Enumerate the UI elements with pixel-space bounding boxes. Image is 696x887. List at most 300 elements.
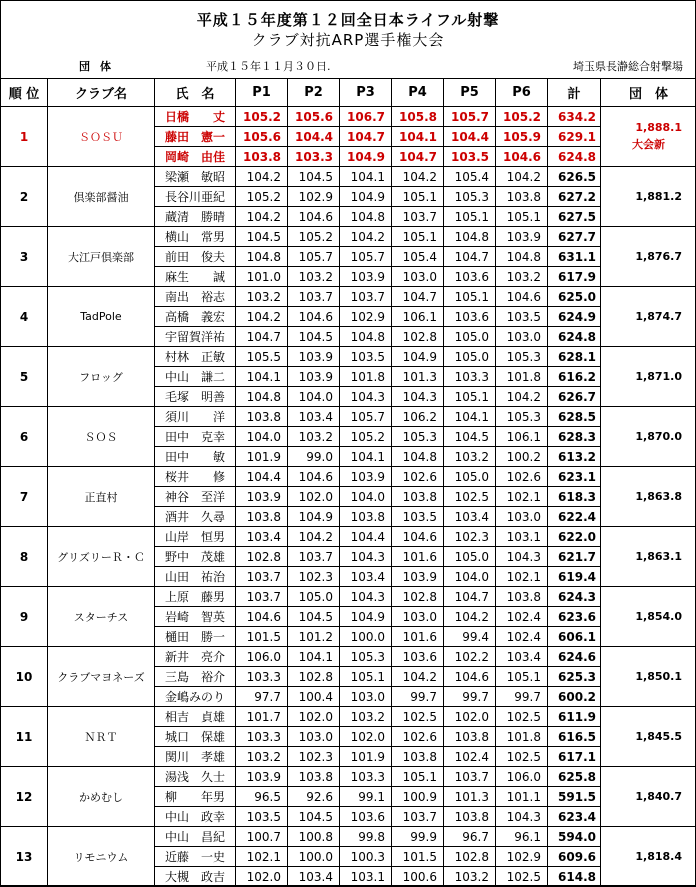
score-p1: 97.7 <box>236 687 288 707</box>
score-p6: 101.1 <box>496 787 548 807</box>
group-label: 団体 <box>79 57 121 77</box>
table-row <box>1 707 696 727</box>
score-p3: 105.7 <box>340 407 392 427</box>
score-p2: 104.5 <box>288 167 340 187</box>
score-p3: 104.1 <box>340 447 392 467</box>
shooter-total: 631.1 <box>548 247 601 267</box>
shooter-name: 前田 俊夫 <box>155 247 236 267</box>
header-p1: P1 <box>236 79 288 107</box>
score-p2: 105.6 <box>288 107 340 127</box>
page-title: 平成１５年度第１２回全日本ライフル射撃 <box>1 1 695 30</box>
table-row <box>1 827 696 847</box>
score-p6: 105.3 <box>496 347 548 367</box>
score-p3: 103.6 <box>340 807 392 827</box>
shooter-name: 上原 藤男 <box>155 587 236 607</box>
score-p2: 100.8 <box>288 827 340 847</box>
score-p5: 105.4 <box>444 167 496 187</box>
shooter-name: 城口 保雄 <box>155 727 236 747</box>
score-p4: 104.7 <box>392 287 444 307</box>
score-p5: 102.8 <box>444 847 496 867</box>
score-p4: 105.1 <box>392 227 444 247</box>
score-p3: 103.4 <box>340 567 392 587</box>
score-p1: 103.7 <box>236 567 288 587</box>
score-p3: 99.1 <box>340 787 392 807</box>
score-p1: 103.8 <box>236 507 288 527</box>
score-p6: 104.2 <box>496 387 548 407</box>
score-p6: 102.5 <box>496 707 548 727</box>
score-p4: 102.8 <box>392 587 444 607</box>
score-p2: 103.9 <box>288 367 340 387</box>
rank-cell: 10 <box>1 647 48 707</box>
score-p6: 105.2 <box>496 107 548 127</box>
score-p4: 105.8 <box>392 107 444 127</box>
table-row <box>1 287 696 307</box>
shooter-name: 麻生 誠 <box>155 267 236 287</box>
score-p2: 104.5 <box>288 807 340 827</box>
score-p5: 105.7 <box>444 107 496 127</box>
shooter-total: 628.1 <box>548 347 601 367</box>
score-p4: 104.7 <box>392 147 444 167</box>
score-p5: 102.0 <box>444 707 496 727</box>
table-row <box>1 407 696 427</box>
score-p6: 102.5 <box>496 867 548 887</box>
shooter-name: 蔵清 勝晴 <box>155 207 236 227</box>
score-p5: 103.6 <box>444 267 496 287</box>
score-p4: 104.6 <box>392 527 444 547</box>
score-p3: 104.3 <box>340 547 392 567</box>
shooter-name: 大槻 政吉 <box>155 867 236 887</box>
score-p1: 103.5 <box>236 807 288 827</box>
club-cell: グリズリーＲ・Ｃ <box>48 527 155 587</box>
team-total: 1,888.1 <box>635 121 682 134</box>
shooter-name: 高橋 義宏 <box>155 307 236 327</box>
score-p1: 105.6 <box>236 127 288 147</box>
score-p2: 105.7 <box>288 247 340 267</box>
team-total: 1,871.0 <box>635 370 682 383</box>
shooter-total: 613.2 <box>548 447 601 467</box>
rank-cell: 6 <box>1 407 48 467</box>
team-total: 1,845.5 <box>635 730 682 743</box>
score-p5: 104.4 <box>444 127 496 147</box>
score-p1: 101.9 <box>236 447 288 467</box>
team-total: 1,854.0 <box>635 610 682 623</box>
score-p5: 103.2 <box>444 867 496 887</box>
header-club: クラブ名 <box>48 79 155 107</box>
event-venue: 埼玉県長瀞総合射撃場 <box>573 57 683 77</box>
shooter-total: 625.0 <box>548 287 601 307</box>
score-p3: 104.8 <box>340 327 392 347</box>
score-p3: 103.1 <box>340 867 392 887</box>
score-p6: 104.3 <box>496 807 548 827</box>
score-p6: 102.4 <box>496 607 548 627</box>
score-p4: 102.6 <box>392 727 444 747</box>
team-total-cell <box>601 647 696 707</box>
shooter-total: 628.3 <box>548 427 601 447</box>
score-p6: 103.9 <box>496 227 548 247</box>
results-table <box>0 78 696 887</box>
table-row <box>1 587 696 607</box>
club-cell: 大江戸倶楽部 <box>48 227 155 287</box>
rank-cell: 4 <box>1 287 48 347</box>
score-p3: 104.3 <box>340 387 392 407</box>
score-p4: 105.3 <box>392 427 444 447</box>
score-p1: 105.2 <box>236 107 288 127</box>
club-cell: フロッグ <box>48 347 155 407</box>
score-p3: 103.8 <box>340 507 392 527</box>
shooter-name: 柳 年男 <box>155 787 236 807</box>
score-p3: 103.2 <box>340 707 392 727</box>
shooter-name: 岡崎 由佳 <box>155 147 236 167</box>
score-p3: 102.0 <box>340 727 392 747</box>
score-p1: 102.1 <box>236 847 288 867</box>
team-total-cell <box>601 587 696 647</box>
score-p5: 102.2 <box>444 647 496 667</box>
score-p5: 103.8 <box>444 727 496 747</box>
score-p4: 105.1 <box>392 187 444 207</box>
score-p3: 105.1 <box>340 667 392 687</box>
shooter-total: 627.7 <box>548 227 601 247</box>
club-cell: TadPole <box>48 287 155 347</box>
score-p3: 105.2 <box>340 427 392 447</box>
score-p2: 104.4 <box>288 127 340 147</box>
team-total-cell <box>601 347 696 407</box>
score-p5: 102.4 <box>444 747 496 767</box>
team-total-cell <box>601 107 696 167</box>
score-p2: 103.8 <box>288 767 340 787</box>
score-p1: 103.2 <box>236 747 288 767</box>
shooter-total: 617.1 <box>548 747 601 767</box>
score-p4: 103.7 <box>392 207 444 227</box>
score-p6: 102.1 <box>496 567 548 587</box>
shooter-name: 横山 常男 <box>155 227 236 247</box>
score-p4: 102.6 <box>392 467 444 487</box>
score-p1: 102.8 <box>236 547 288 567</box>
score-p6: 96.1 <box>496 827 548 847</box>
score-p3: 103.9 <box>340 467 392 487</box>
score-p3: 104.0 <box>340 487 392 507</box>
shooter-total: 606.1 <box>548 627 601 647</box>
score-p6: 105.1 <box>496 207 548 227</box>
shooter-total: 628.5 <box>548 407 601 427</box>
shooter-name: 湯浅 久士 <box>155 767 236 787</box>
table-row <box>1 107 696 127</box>
shooter-total: 611.9 <box>548 707 601 727</box>
score-p3: 103.7 <box>340 287 392 307</box>
score-p1: 104.2 <box>236 167 288 187</box>
header-rank: 順 位 <box>1 79 48 107</box>
score-p2: 103.2 <box>288 427 340 447</box>
score-p4: 103.0 <box>392 607 444 627</box>
shooter-total: 616.2 <box>548 367 601 387</box>
shooter-name: 関川 孝雄 <box>155 747 236 767</box>
score-p3: 101.8 <box>340 367 392 387</box>
shooter-name: 新井 亮介 <box>155 647 236 667</box>
score-p5: 105.3 <box>444 187 496 207</box>
score-p1: 105.5 <box>236 347 288 367</box>
shooter-name: 近藤 一史 <box>155 847 236 867</box>
score-p5: 104.7 <box>444 247 496 267</box>
score-p4: 101.5 <box>392 847 444 867</box>
shooter-total: 624.8 <box>548 147 601 167</box>
score-p6: 104.8 <box>496 247 548 267</box>
score-p3: 103.0 <box>340 687 392 707</box>
info-row <box>1 57 695 77</box>
score-p5: 104.7 <box>444 587 496 607</box>
score-p5: 105.0 <box>444 347 496 367</box>
score-p4: 100.9 <box>392 787 444 807</box>
score-p2: 104.9 <box>288 507 340 527</box>
score-p1: 104.2 <box>236 307 288 327</box>
score-p1: 104.0 <box>236 427 288 447</box>
score-p6: 102.6 <box>496 467 548 487</box>
score-p5: 105.0 <box>444 467 496 487</box>
score-p1: 103.8 <box>236 407 288 427</box>
score-p4: 105.1 <box>392 767 444 787</box>
score-p4: 99.9 <box>392 827 444 847</box>
score-p6: 104.6 <box>496 147 548 167</box>
score-p3: 104.7 <box>340 127 392 147</box>
team-total-cell <box>601 707 696 767</box>
score-p1: 103.9 <box>236 767 288 787</box>
score-p2: 104.5 <box>288 607 340 627</box>
score-p4: 105.4 <box>392 247 444 267</box>
club-cell: ＮＲＴ <box>48 707 155 767</box>
score-p4: 104.2 <box>392 167 444 187</box>
score-p4: 104.2 <box>392 667 444 687</box>
score-p1: 104.8 <box>236 387 288 407</box>
score-p3: 99.8 <box>340 827 392 847</box>
score-p2: 102.8 <box>288 667 340 687</box>
title-block <box>1 1 695 57</box>
score-p6: 104.2 <box>496 167 548 187</box>
team-total-cell <box>601 527 696 587</box>
club-cell: ＳＯＳ <box>48 407 155 467</box>
page-subtitle: クラブ対抗ARP選手権大会 <box>1 30 695 50</box>
score-p6: 103.5 <box>496 307 548 327</box>
shooter-name: 神谷 至洋 <box>155 487 236 507</box>
shooter-name: 須川 洋 <box>155 407 236 427</box>
shooter-name: 藤田 憲一 <box>155 127 236 147</box>
score-p5: 96.7 <box>444 827 496 847</box>
shooter-total: 622.4 <box>548 507 601 527</box>
score-p5: 103.2 <box>444 447 496 467</box>
score-p5: 103.8 <box>444 807 496 827</box>
shooter-total: 624.6 <box>548 647 601 667</box>
score-p5: 105.1 <box>444 287 496 307</box>
team-total-cell <box>601 467 696 527</box>
team-total-cell <box>601 407 696 467</box>
score-p5: 102.3 <box>444 527 496 547</box>
score-p1: 104.2 <box>236 207 288 227</box>
score-p4: 102.8 <box>392 327 444 347</box>
score-p4: 101.6 <box>392 627 444 647</box>
score-p4: 103.0 <box>392 267 444 287</box>
rank-cell: 2 <box>1 167 48 227</box>
score-p5: 101.3 <box>444 787 496 807</box>
score-p5: 104.6 <box>444 667 496 687</box>
shooter-total: 623.6 <box>548 607 601 627</box>
score-p4: 103.9 <box>392 567 444 587</box>
shooter-total: 624.8 <box>548 327 601 347</box>
event-date: 平成１５年１１月３０日. <box>206 57 331 77</box>
score-p5: 105.1 <box>444 207 496 227</box>
shooter-total: 614.8 <box>548 867 601 887</box>
score-p4: 106.1 <box>392 307 444 327</box>
score-p4: 101.6 <box>392 547 444 567</box>
score-p6: 106.0 <box>496 767 548 787</box>
score-p5: 104.0 <box>444 567 496 587</box>
shooter-total: 621.7 <box>548 547 601 567</box>
score-p5: 103.7 <box>444 767 496 787</box>
score-p2: 105.2 <box>288 227 340 247</box>
score-p6: 101.8 <box>496 367 548 387</box>
score-p1: 101.0 <box>236 267 288 287</box>
score-p6: 105.1 <box>496 667 548 687</box>
header-name: 氏 名 <box>155 79 236 107</box>
score-p2: 104.6 <box>288 307 340 327</box>
shooter-name: 桜井 修 <box>155 467 236 487</box>
score-p3: 103.3 <box>340 767 392 787</box>
score-p6: 102.5 <box>496 747 548 767</box>
score-p3: 105.3 <box>340 647 392 667</box>
score-p2: 102.0 <box>288 707 340 727</box>
score-p5: 103.6 <box>444 307 496 327</box>
score-p4: 103.5 <box>392 507 444 527</box>
score-p2: 104.0 <box>288 387 340 407</box>
shooter-name: 酒井 久尋 <box>155 507 236 527</box>
score-p2: 92.6 <box>288 787 340 807</box>
score-p1: 105.2 <box>236 187 288 207</box>
score-p6: 103.1 <box>496 527 548 547</box>
score-p4: 104.8 <box>392 447 444 467</box>
score-p2: 103.2 <box>288 267 340 287</box>
score-p4: 104.3 <box>392 387 444 407</box>
table-row <box>1 647 696 667</box>
club-cell: 倶楽部醤油 <box>48 167 155 227</box>
score-p6: 104.3 <box>496 547 548 567</box>
club-cell: ＳＯＳＵ <box>48 107 155 167</box>
score-p3: 104.3 <box>340 587 392 607</box>
score-p4: 103.7 <box>392 807 444 827</box>
score-p2: 100.4 <box>288 687 340 707</box>
rank-cell: 11 <box>1 707 48 767</box>
shooter-total: 627.5 <box>548 207 601 227</box>
score-p1: 103.9 <box>236 487 288 507</box>
shooter-name: 中山 政幸 <box>155 807 236 827</box>
score-p2: 103.7 <box>288 547 340 567</box>
shooter-total: 625.8 <box>548 767 601 787</box>
team-total: 1,870.0 <box>635 430 682 443</box>
score-p2: 104.6 <box>288 467 340 487</box>
score-p1: 103.7 <box>236 587 288 607</box>
score-p3: 104.9 <box>340 147 392 167</box>
shooter-name: 金嶋みのり <box>155 687 236 707</box>
score-p2: 100.0 <box>288 847 340 867</box>
shooter-name: 山田 祐治 <box>155 567 236 587</box>
shooter-total: 626.5 <box>548 167 601 187</box>
shooter-total: 623.1 <box>548 467 601 487</box>
score-p6: 106.1 <box>496 427 548 447</box>
shooter-total: 618.3 <box>548 487 601 507</box>
score-p4: 104.1 <box>392 127 444 147</box>
rank-cell: 5 <box>1 347 48 407</box>
shooter-total: 600.2 <box>548 687 601 707</box>
score-p1: 104.1 <box>236 367 288 387</box>
score-p4: 102.5 <box>392 707 444 727</box>
score-p1: 106.0 <box>236 647 288 667</box>
score-p2: 101.2 <box>288 627 340 647</box>
shooter-total: 629.1 <box>548 127 601 147</box>
score-p6: 103.0 <box>496 327 548 347</box>
record-note: 大会新 <box>601 136 682 152</box>
score-p2: 105.0 <box>288 587 340 607</box>
score-p1: 103.3 <box>236 727 288 747</box>
rank-cell: 8 <box>1 527 48 587</box>
score-p5: 104.1 <box>444 407 496 427</box>
team-total: 1,850.1 <box>635 670 682 683</box>
score-p1: 104.6 <box>236 607 288 627</box>
score-p4: 103.8 <box>392 487 444 507</box>
shooter-name: 毛塚 明善 <box>155 387 236 407</box>
team-total: 1,876.7 <box>635 250 682 263</box>
score-p6: 102.1 <box>496 487 548 507</box>
score-p3: 104.1 <box>340 167 392 187</box>
score-p3: 105.7 <box>340 247 392 267</box>
score-p1: 103.4 <box>236 527 288 547</box>
score-p4: 103.8 <box>392 747 444 767</box>
team-total-cell <box>601 767 696 827</box>
club-cell: クラブマヨネーズ <box>48 647 155 707</box>
shooter-name: 岩崎 智英 <box>155 607 236 627</box>
shooter-total: 624.3 <box>548 587 601 607</box>
score-p6: 102.9 <box>496 847 548 867</box>
score-p2: 102.9 <box>288 187 340 207</box>
score-p2: 103.4 <box>288 407 340 427</box>
score-p1: 103.2 <box>236 287 288 307</box>
score-p1: 103.8 <box>236 147 288 167</box>
score-p5: 104.5 <box>444 427 496 447</box>
shooter-name: 日橋 丈 <box>155 107 236 127</box>
score-p3: 102.9 <box>340 307 392 327</box>
shooter-name: 野中 茂雄 <box>155 547 236 567</box>
score-p6: 104.6 <box>496 287 548 307</box>
score-p2: 102.3 <box>288 747 340 767</box>
score-p6: 105.3 <box>496 407 548 427</box>
header-p4: P4 <box>392 79 444 107</box>
rank-cell: 7 <box>1 467 48 527</box>
score-p2: 103.4 <box>288 867 340 887</box>
team-total-cell <box>601 167 696 227</box>
score-p2: 99.0 <box>288 447 340 467</box>
score-p5: 99.4 <box>444 627 496 647</box>
shooter-name: 長谷川亜紀 <box>155 187 236 207</box>
score-p4: 103.6 <box>392 647 444 667</box>
team-total-cell <box>601 287 696 347</box>
score-p1: 104.4 <box>236 467 288 487</box>
shooter-total: 625.3 <box>548 667 601 687</box>
team-total: 1,863.8 <box>635 490 682 503</box>
score-p5: 102.5 <box>444 487 496 507</box>
score-p6: 102.4 <box>496 627 548 647</box>
score-p1: 104.7 <box>236 327 288 347</box>
shooter-total: 626.7 <box>548 387 601 407</box>
shooter-total: 624.9 <box>548 307 601 327</box>
table-row <box>1 227 696 247</box>
team-total: 1,840.7 <box>635 790 682 803</box>
table-row <box>1 467 696 487</box>
header-total: 計 <box>548 79 601 107</box>
score-p5: 104.8 <box>444 227 496 247</box>
